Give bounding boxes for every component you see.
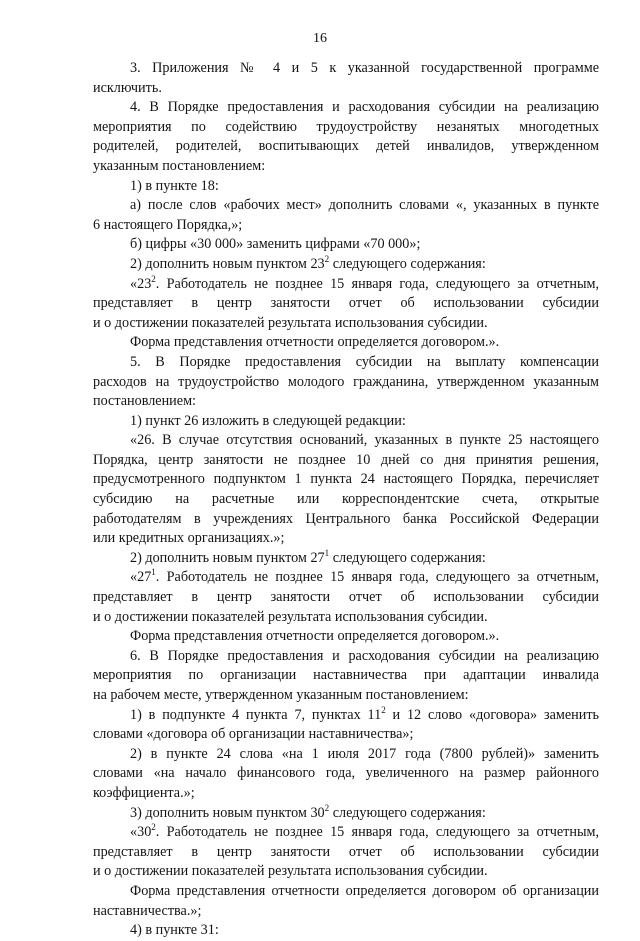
line-text: «30 xyxy=(130,824,152,841)
text-line xyxy=(93,784,599,804)
line-text: субсидию на расчетные или корреспондентские счета, открытые xyxy=(93,491,599,508)
line-text-continuation: следующего содержания: xyxy=(329,255,486,272)
text-line xyxy=(93,725,599,745)
text-line xyxy=(93,196,599,216)
line-text: 6 настоящего Порядка,»; xyxy=(93,216,243,233)
superscript: 2 xyxy=(381,704,386,715)
line-text: и о достижении показателей результата использования субсидии. xyxy=(93,863,488,880)
line-text: на рабочем месте, утвержденном указанным постановлением: xyxy=(93,687,469,703)
line-text: Форма представления отчетности определяется договором.». xyxy=(130,334,500,351)
line-text: предусмотренного подпунктом 1 пункта 24 настоящего Порядка, перечисляет xyxy=(93,471,599,488)
text-line xyxy=(93,314,599,334)
text-line xyxy=(93,333,599,353)
text-line xyxy=(93,59,599,79)
line-text: наставничества.»; xyxy=(93,902,202,919)
line-text-continuation: . Работодатель не позднее 15 января года, следующего за отчетным, xyxy=(155,824,599,841)
line-text-continuation: и 12 слово «договора» заменить xyxy=(385,706,600,723)
line-text: или кредитных организациях.»; xyxy=(93,530,285,547)
text-line xyxy=(93,862,599,882)
text-line xyxy=(93,137,599,157)
text-line xyxy=(93,706,599,726)
line-text: словами «договора об организации наставничества»; xyxy=(93,726,414,743)
line-text: Порядка, центр занятости не позднее 10 дней со дня принятия решения, xyxy=(93,451,599,468)
line-text: представляет в центр занятости отчет об использовании субсидии xyxy=(93,589,599,606)
line-text: представляет в центр занятости отчет об использовании субсидии xyxy=(93,843,599,860)
text-line xyxy=(93,275,599,295)
line-text: коэффициента.»; xyxy=(93,784,195,801)
line-text: 3. Приложения № 4 и 5 к указанной государственной программе xyxy=(130,60,599,76)
line-text: 2) дополнить новым пунктом 27 xyxy=(130,549,325,566)
line-text: постановлением: xyxy=(93,393,196,410)
text-line xyxy=(93,686,599,706)
line-text: мероприятия по содействию трудоустройству незанятых многодетных xyxy=(93,118,599,135)
text-line xyxy=(93,745,599,765)
line-text: 4. В Порядке предоставления и расходования субсидии на реализацию xyxy=(130,99,599,116)
line-text: 6. В Порядке предоставления и расходования субсидии на реализацию xyxy=(130,647,599,664)
text-line xyxy=(93,490,599,510)
text-line xyxy=(93,255,599,275)
text-line xyxy=(93,568,599,588)
text-line xyxy=(93,529,599,549)
text-line xyxy=(93,470,599,490)
text-line xyxy=(93,647,599,667)
text-line xyxy=(93,79,599,99)
text-line xyxy=(93,902,599,922)
text-line xyxy=(93,823,599,843)
line-text: Форма представления отчетности определяется договором.». xyxy=(130,628,500,645)
line-text: словами «на начало финансового года, увеличенного на размер районного xyxy=(93,765,599,782)
line-text: мероприятия по организации наставничества при адаптации инвалида xyxy=(93,667,599,684)
text-line xyxy=(93,764,599,784)
line-text: расходов на трудоустройство молодого гражданина, утвержденном указанным xyxy=(93,373,599,390)
text-line xyxy=(93,216,599,236)
superscript: 2 xyxy=(151,273,156,284)
line-text: «27 xyxy=(130,569,152,586)
text-line xyxy=(93,588,599,608)
text-line xyxy=(93,627,599,647)
text-line xyxy=(93,431,599,451)
text-line xyxy=(93,608,599,628)
superscript: 1 xyxy=(324,547,330,558)
line-text: представляет в центр занятости отчет об использовании субсидии xyxy=(93,295,599,312)
line-text: 2) дополнить новым пунктом 23 xyxy=(130,255,325,272)
line-text: б) цифры «30 000» заменить цифрами «70 000»; xyxy=(130,236,421,253)
line-text: 2) в пункте 24 слова «на 1 июля 2017 года (7800 рублей)» заменить xyxy=(130,745,599,762)
line-text: родителей, родителей, воспитывающих детей инвалидов, утвержденном xyxy=(93,138,599,155)
text-line xyxy=(93,235,599,255)
line-text: а) после слов «рабочих мест» дополнить словами «, указанных в пункте xyxy=(130,197,599,214)
line-text: 5. В Порядке предоставления субсидии на выплату компенсации xyxy=(130,353,599,370)
text-line xyxy=(93,294,599,314)
superscript: 2 xyxy=(324,802,330,813)
superscript: 1 xyxy=(151,567,156,578)
text-line xyxy=(93,98,599,118)
line-text: 3) дополнить новым пунктом 30 xyxy=(130,804,325,821)
text-line xyxy=(93,373,599,393)
line-text-continuation: следующего содержания: xyxy=(329,549,486,566)
line-text: работодателям в учреждениях Центрального банка Российской Федерации xyxy=(93,510,599,527)
line-text: указанным постановлением: xyxy=(93,157,266,174)
text-line xyxy=(93,666,599,686)
line-text-continuation: . Работодатель не позднее 15 января года, следующего за отчетным, xyxy=(155,275,599,292)
line-text: исключить. xyxy=(93,79,162,96)
text-line xyxy=(93,921,599,941)
line-text: «23 xyxy=(130,275,152,292)
text-line xyxy=(93,118,599,138)
text-line xyxy=(93,353,599,373)
line-text: 1) в пункте 18: xyxy=(130,177,219,194)
text-line xyxy=(93,451,599,471)
superscript: 2 xyxy=(151,822,156,833)
line-text-continuation: следующего содержания: xyxy=(329,804,486,821)
document-body xyxy=(93,59,599,941)
text-line xyxy=(93,549,599,569)
text-line xyxy=(93,510,599,530)
text-line xyxy=(93,843,599,863)
line-text: 4) в пункте 31: xyxy=(130,922,219,939)
line-text: и о достижении показателей результата использования субсидии. xyxy=(93,608,488,625)
line-text: 1) пункт 26 изложить в следующей редакции: xyxy=(130,412,406,429)
line-text: Форма представления отчетности определяется договором об организации xyxy=(130,882,599,899)
page-number: 16 xyxy=(313,31,327,46)
text-line xyxy=(93,412,599,432)
text-line xyxy=(93,157,599,177)
text-line xyxy=(93,804,599,824)
text-line xyxy=(93,392,599,412)
text-line xyxy=(93,177,599,197)
line-text: 1) в подпункте 4 пункта 7, пунктах 11 xyxy=(130,706,382,723)
line-text: «26. В случае отсутствия оснований, указанных в пункте 25 настоящего xyxy=(130,432,599,449)
line-text: и о достижении показателей результата использования субсидии. xyxy=(93,314,488,331)
text-line xyxy=(93,882,599,902)
line-text-continuation: . Работодатель не позднее 15 января года, следующего за отчетным, xyxy=(155,569,599,586)
superscript: 2 xyxy=(324,253,330,264)
